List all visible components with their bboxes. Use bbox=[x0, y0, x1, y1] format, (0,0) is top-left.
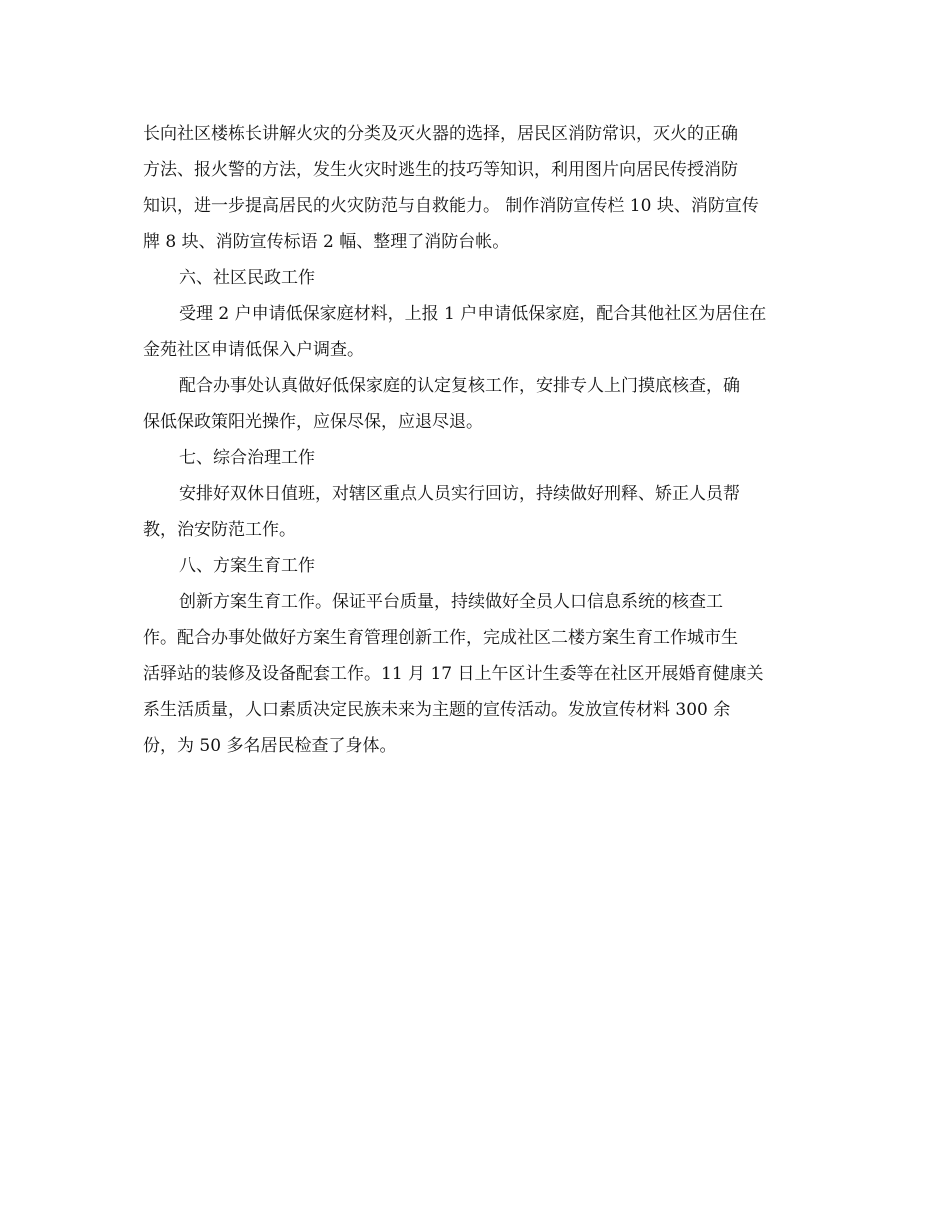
paragraph-line: 作。配合办事处做好方案生育管理创新工作，完成社区二楼方案生育工作城市生 bbox=[143, 628, 738, 648]
paragraph-line: 创新方案生育工作。保证平台质量，持续做好全员人口信息系统的核查工 bbox=[179, 592, 723, 612]
paragraph-line: 安排好双休日值班，对辖区重点人员实行回访，持续做好刑释、矫正人员帮 bbox=[179, 484, 740, 504]
paragraph-line: 系生活质量，人口素质决定民族未来为主题的宣传活动。发放宣传材料 300 余 bbox=[143, 700, 731, 720]
paragraph-line: 保低保政策阳光操作，应保尽保，应退尽退。 bbox=[143, 412, 483, 432]
paragraph-line: 份，为 50 多名居民检查了身体。 bbox=[143, 736, 397, 756]
paragraph-line: 教，治安防范工作。 bbox=[143, 520, 296, 540]
paragraph-line: 方法、报火警的方法，发生火灾时逃生的技巧等知识，利用图片向居民传授消防 bbox=[143, 160, 738, 180]
section-heading: 六、社区民政工作 bbox=[179, 268, 315, 288]
section-heading: 七、综合治理工作 bbox=[179, 448, 315, 468]
paragraph-line: 配合办事处认真做好低保家庭的认定复核工作，安排专人上门摸底核查，确 bbox=[179, 376, 740, 396]
paragraph-line: 长向社区楼栋长讲解火灾的分类及灭火器的选择，居民区消防常识，灭火的正确 bbox=[143, 124, 738, 144]
paragraph-line: 牌 8 块、消防宣传标语 2 幅、整理了消防台帐。 bbox=[143, 232, 510, 252]
paragraph-line: 金苑社区申请低保入户调查。 bbox=[143, 340, 364, 360]
document-body bbox=[143, 116, 813, 764]
section-heading: 八、方案生育工作 bbox=[179, 556, 315, 576]
paragraph-line: 活驿站的装修及设备配套工作。11 月 17 日上午区计生委等在社区开展婚育健康关 bbox=[143, 664, 764, 684]
paragraph-line: 知识，进一步提高居民的火灾防范与自救能力。 制作消防宣传栏 10 块、消防宣传 bbox=[143, 196, 759, 216]
paragraph-line: 受理 2 户申请低保家庭材料，上报 1 户申请低保家庭，配合其他社区为居住在 bbox=[179, 304, 767, 324]
